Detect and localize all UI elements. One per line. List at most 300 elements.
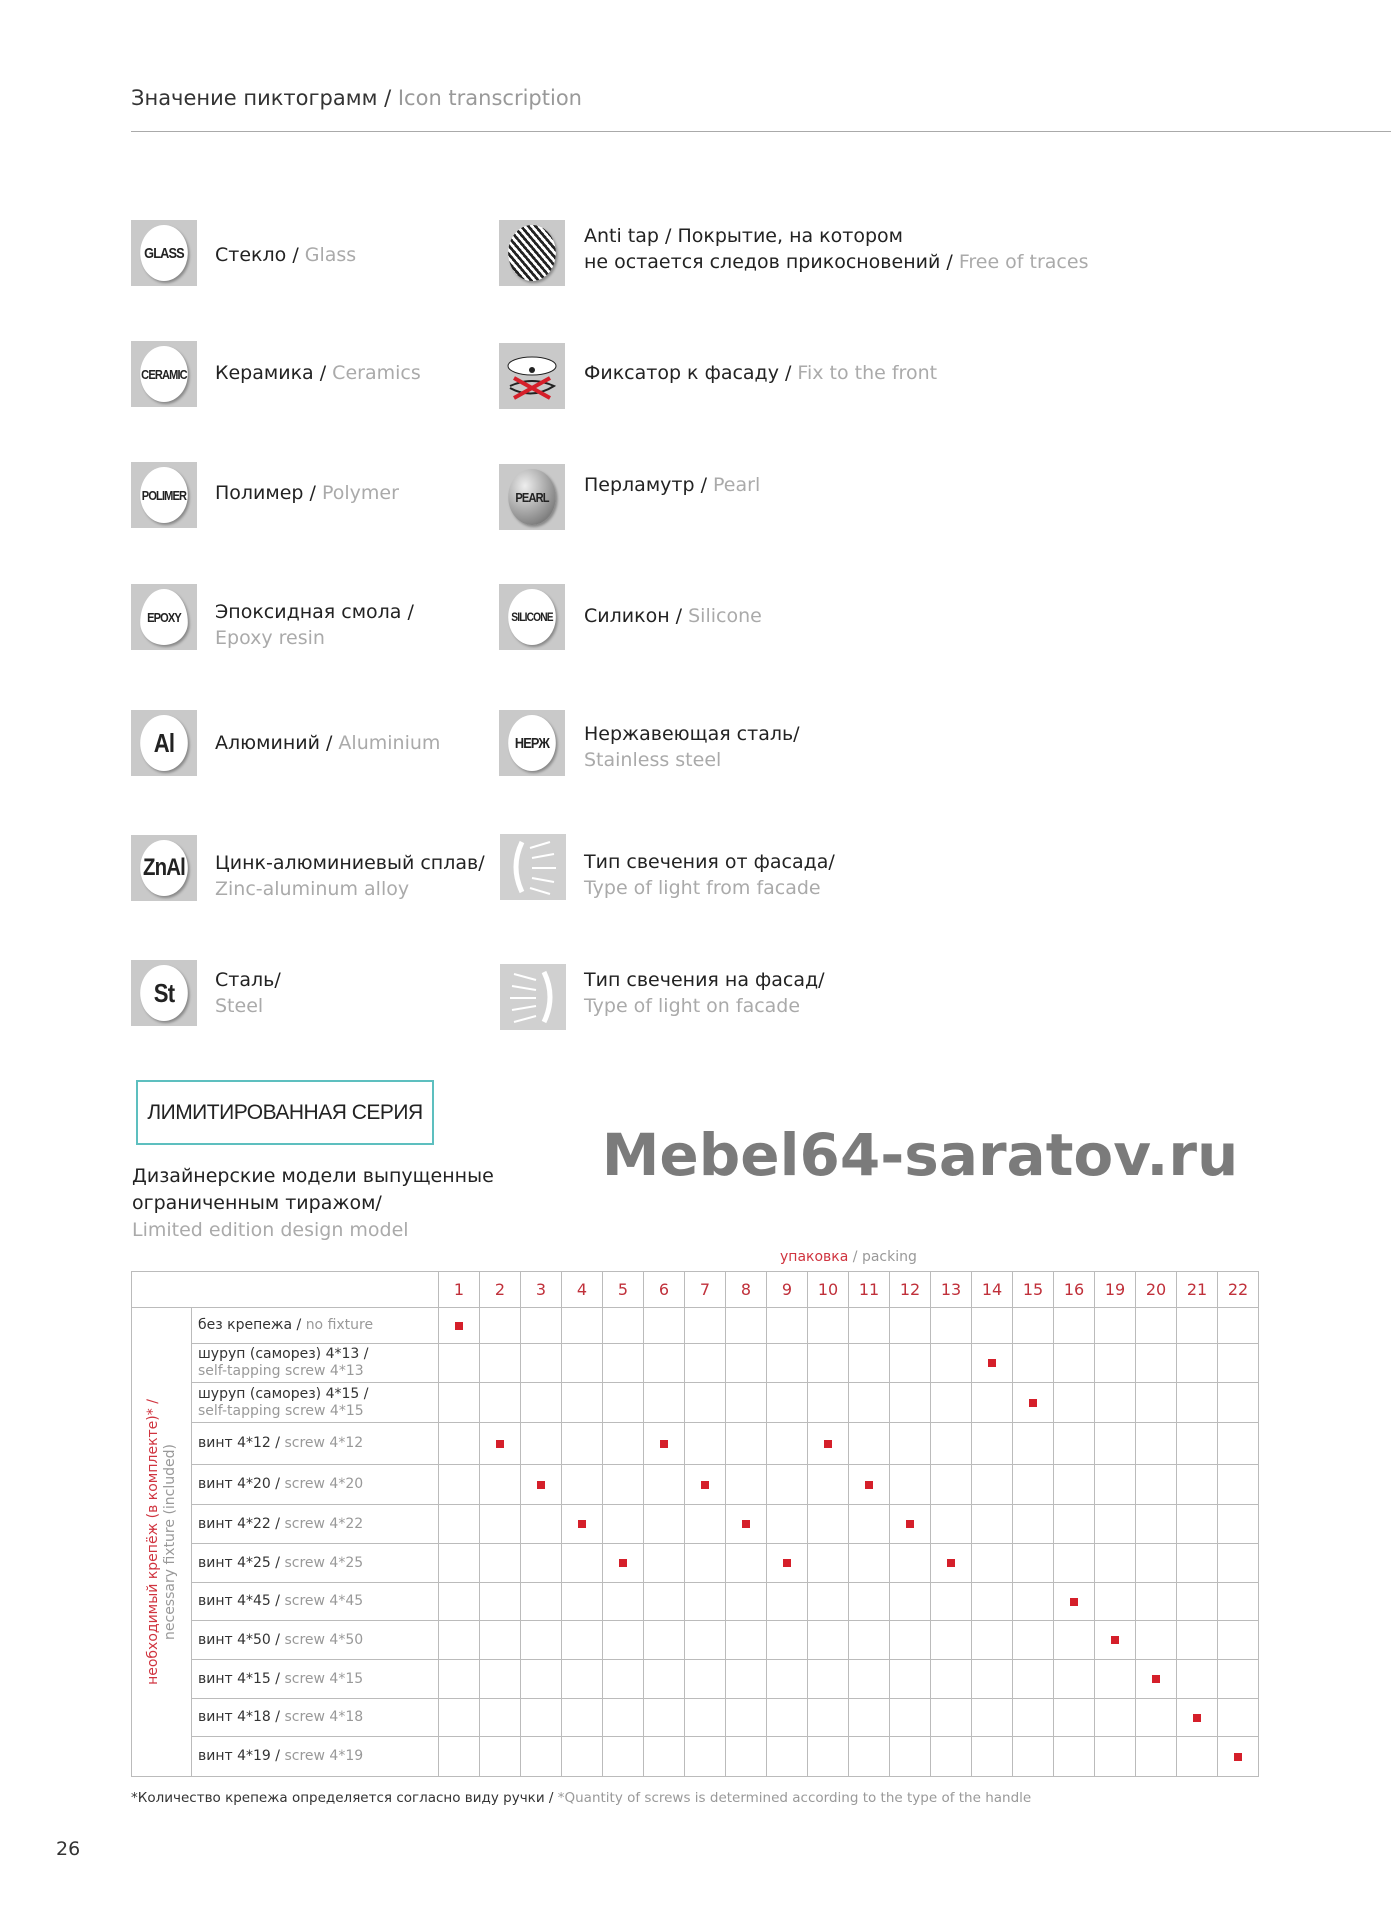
table-cell xyxy=(726,1465,767,1505)
table-cell xyxy=(562,1465,603,1505)
fix-to-front-icon xyxy=(499,343,565,409)
table-cell xyxy=(685,1544,726,1583)
included-marker xyxy=(537,1481,545,1489)
table-cell xyxy=(890,1423,931,1465)
table-cell xyxy=(1013,1308,1054,1344)
limited-description: Дизайнерские модели выпущенные ограниченным тиражом/ Limited edition design model xyxy=(132,1165,494,1241)
table-cell xyxy=(603,1465,644,1505)
legend-aluminium: Алюминий / Aluminium xyxy=(215,732,441,754)
row-label: винт 4*45 / screw 4*45 xyxy=(192,1583,439,1621)
table-cell xyxy=(931,1737,972,1777)
table-cell xyxy=(1177,1660,1218,1699)
table-cell xyxy=(1218,1737,1259,1777)
column-header: 8 xyxy=(726,1272,767,1308)
page-number: 26 xyxy=(56,1838,81,1860)
table-cell xyxy=(972,1308,1013,1344)
table-cell xyxy=(644,1308,685,1344)
table-cell xyxy=(521,1344,562,1383)
included-marker xyxy=(1152,1675,1160,1683)
table-cell xyxy=(931,1544,972,1583)
legend-steel: Сталь/ Steel xyxy=(215,969,281,1017)
column-header: 20 xyxy=(1136,1272,1177,1308)
table-cell xyxy=(685,1308,726,1344)
table-cell xyxy=(931,1383,972,1423)
included-marker xyxy=(1193,1714,1201,1722)
table-cell xyxy=(972,1583,1013,1621)
table-cell xyxy=(1013,1383,1054,1423)
table-cell xyxy=(1177,1423,1218,1465)
table-cell xyxy=(1218,1423,1259,1465)
light-from-facade-icon xyxy=(500,834,566,900)
column-header: 4 xyxy=(562,1272,603,1308)
table-cell xyxy=(1013,1660,1054,1699)
table-cell xyxy=(1218,1505,1259,1544)
table-cell xyxy=(521,1423,562,1465)
column-header: 12 xyxy=(890,1272,931,1308)
watermark: Mebel64-saratov.ru xyxy=(601,1121,1239,1189)
table-cell xyxy=(726,1423,767,1465)
table-cell xyxy=(644,1699,685,1737)
table-cell xyxy=(972,1660,1013,1699)
table-row xyxy=(132,1383,1259,1423)
table-cell xyxy=(439,1737,480,1777)
aluminium-icon: Al xyxy=(131,710,197,776)
legend-pearl: Перламутр / Pearl xyxy=(584,474,761,496)
table-cell xyxy=(603,1344,644,1383)
legend-light-from-facade: Тип свечения от фасада/ Type of light from facade xyxy=(584,851,835,899)
table-cell xyxy=(1095,1465,1136,1505)
table-cell xyxy=(562,1660,603,1699)
table-cell xyxy=(1136,1544,1177,1583)
table-cell xyxy=(1177,1505,1218,1544)
table-cell xyxy=(562,1383,603,1423)
table-cell xyxy=(1054,1344,1095,1383)
table-cell xyxy=(726,1544,767,1583)
table-cell xyxy=(1177,1465,1218,1505)
table-cell xyxy=(726,1505,767,1544)
packing-label: упаковка / packing xyxy=(780,1249,917,1265)
table-cell xyxy=(890,1621,931,1660)
table-cell xyxy=(1218,1544,1259,1583)
table-cell xyxy=(890,1583,931,1621)
table-cell xyxy=(808,1423,849,1465)
table-cell xyxy=(1177,1544,1218,1583)
table-cell xyxy=(1013,1621,1054,1660)
table-cell xyxy=(1177,1583,1218,1621)
table-row xyxy=(132,1660,1259,1699)
table-cell xyxy=(439,1544,480,1583)
table-cell xyxy=(767,1583,808,1621)
table-cell xyxy=(1095,1660,1136,1699)
table-cell xyxy=(1095,1308,1136,1344)
included-marker xyxy=(947,1559,955,1567)
table-cell xyxy=(849,1737,890,1777)
table-cell xyxy=(644,1423,685,1465)
included-marker xyxy=(783,1559,791,1567)
polymer-icon: POLIMER xyxy=(131,462,197,528)
table-cell xyxy=(890,1383,931,1423)
included-marker xyxy=(496,1440,504,1448)
limited-series-badge: ЛИМИТИРОВАННАЯ СЕРИЯ xyxy=(136,1080,434,1145)
column-header: 9 xyxy=(767,1272,808,1308)
column-header: 19 xyxy=(1095,1272,1136,1308)
table-cell xyxy=(603,1423,644,1465)
table-cell xyxy=(1218,1465,1259,1505)
table-cell xyxy=(726,1344,767,1383)
table-header-row xyxy=(132,1272,1259,1308)
table-cell xyxy=(685,1621,726,1660)
table-cell xyxy=(972,1737,1013,1777)
table-cell xyxy=(726,1383,767,1423)
glass-icon: GLASS xyxy=(131,220,197,286)
column-header: 10 xyxy=(808,1272,849,1308)
table-cell xyxy=(726,1699,767,1737)
table-cell xyxy=(603,1660,644,1699)
table-cell xyxy=(603,1699,644,1737)
header-divider xyxy=(131,131,1391,132)
legend-silicone: Силикон / Silicone xyxy=(584,605,762,627)
table-cell xyxy=(1095,1621,1136,1660)
table-cell xyxy=(1013,1344,1054,1383)
table-cell xyxy=(1177,1383,1218,1423)
table-cell xyxy=(849,1465,890,1505)
table-cell xyxy=(480,1699,521,1737)
column-header: 11 xyxy=(849,1272,890,1308)
included-marker xyxy=(701,1481,709,1489)
table-cell xyxy=(972,1621,1013,1660)
table-cell xyxy=(808,1505,849,1544)
column-header: 15 xyxy=(1013,1272,1054,1308)
table-cell xyxy=(849,1383,890,1423)
table-cell xyxy=(439,1465,480,1505)
table-cell xyxy=(890,1308,931,1344)
table-cell xyxy=(521,1621,562,1660)
table-row xyxy=(132,1544,1259,1583)
table-cell xyxy=(767,1465,808,1505)
table-cell xyxy=(849,1344,890,1383)
table-cell xyxy=(521,1660,562,1699)
table-row xyxy=(132,1621,1259,1660)
table-cell xyxy=(1013,1699,1054,1737)
table-cell xyxy=(808,1544,849,1583)
steel-icon: St xyxy=(131,960,197,1026)
table-cell xyxy=(439,1583,480,1621)
table-row xyxy=(132,1423,1259,1465)
table-cell xyxy=(521,1583,562,1621)
table-cell xyxy=(1095,1344,1136,1383)
column-header: 13 xyxy=(931,1272,972,1308)
table-cell xyxy=(1013,1465,1054,1505)
row-label: винт 4*19 / screw 4*19 xyxy=(192,1737,439,1777)
table-corner-cell xyxy=(132,1272,439,1308)
table-cell xyxy=(1054,1505,1095,1544)
table-cell xyxy=(1218,1383,1259,1423)
table-cell xyxy=(767,1505,808,1544)
table-cell xyxy=(767,1423,808,1465)
fingerprint-icon xyxy=(499,220,565,286)
table-cell xyxy=(562,1423,603,1465)
column-header: 6 xyxy=(644,1272,685,1308)
included-marker xyxy=(742,1520,750,1528)
table-cell xyxy=(931,1505,972,1544)
table-cell xyxy=(1218,1344,1259,1383)
table-cell xyxy=(972,1383,1013,1423)
legend-zinc-aluminium: Цинк-алюминиевый сплав/ Zinc-aluminum alloy xyxy=(215,852,485,900)
column-header: 16 xyxy=(1054,1272,1095,1308)
column-header: 3 xyxy=(521,1272,562,1308)
legend-polymer: Полимер / Polymer xyxy=(215,482,399,504)
silicone-icon: SILICONE xyxy=(499,584,565,650)
included-marker xyxy=(906,1520,914,1528)
zinc-aluminium-icon: ZnAl xyxy=(131,835,197,901)
table-cell xyxy=(1218,1660,1259,1699)
table-cell xyxy=(644,1544,685,1583)
table-cell xyxy=(931,1465,972,1505)
table-cell xyxy=(890,1660,931,1699)
table-cell xyxy=(1218,1621,1259,1660)
table-cell xyxy=(890,1465,931,1505)
table-cell xyxy=(439,1423,480,1465)
table-cell xyxy=(644,1344,685,1383)
column-header: 7 xyxy=(685,1272,726,1308)
legend-anti-tap: Anti tap / Покрытие, на котором не остается следов прикосновений / Free of traces xyxy=(584,225,1089,273)
row-label: винт 4*18 / screw 4*18 xyxy=(192,1699,439,1737)
table-cell xyxy=(685,1583,726,1621)
table-cell xyxy=(849,1423,890,1465)
table-cell xyxy=(931,1423,972,1465)
table-cell xyxy=(767,1699,808,1737)
table-cell xyxy=(849,1699,890,1737)
table-cell xyxy=(480,1383,521,1423)
table-cell xyxy=(685,1383,726,1423)
table-cell xyxy=(1136,1660,1177,1699)
table-cell xyxy=(562,1621,603,1660)
table-row xyxy=(132,1505,1259,1544)
table-cell xyxy=(480,1344,521,1383)
table-cell xyxy=(1054,1465,1095,1505)
table-cell xyxy=(1095,1699,1136,1737)
table-cell xyxy=(890,1505,931,1544)
table-cell xyxy=(1177,1621,1218,1660)
table-cell xyxy=(808,1344,849,1383)
page-header xyxy=(131,86,582,110)
table-cell xyxy=(726,1308,767,1344)
table-cell xyxy=(562,1544,603,1583)
table-cell xyxy=(562,1344,603,1383)
table-row xyxy=(132,1344,1259,1383)
table-cell xyxy=(603,1544,644,1583)
table-cell xyxy=(767,1383,808,1423)
header-title-ru: Значение пиктограмм xyxy=(131,86,378,110)
table-cell xyxy=(849,1544,890,1583)
table-cell xyxy=(890,1699,931,1737)
table-cell xyxy=(767,1344,808,1383)
table-cell xyxy=(562,1308,603,1344)
table-cell xyxy=(521,1308,562,1344)
included-marker xyxy=(1070,1598,1078,1606)
header-title-en: Icon transcription xyxy=(397,86,582,110)
table-cell xyxy=(562,1699,603,1737)
table-cell xyxy=(808,1308,849,1344)
table-cell xyxy=(1095,1737,1136,1777)
table-cell xyxy=(603,1621,644,1660)
header-sep: / xyxy=(377,86,398,110)
table-cell xyxy=(685,1660,726,1699)
table-cell xyxy=(480,1621,521,1660)
table-cell xyxy=(480,1583,521,1621)
table-cell xyxy=(603,1308,644,1344)
epoxy-icon: EPOXY xyxy=(131,584,197,650)
table-cell xyxy=(767,1308,808,1344)
table-cell xyxy=(890,1737,931,1777)
table-cell xyxy=(890,1344,931,1383)
ceramic-icon: CERAMIC xyxy=(131,341,197,407)
row-label: шуруп (саморез) 4*15 / self-tapping screw 4*15 xyxy=(192,1383,439,1423)
table-cell xyxy=(1054,1423,1095,1465)
table-cell xyxy=(480,1465,521,1505)
table-cell xyxy=(849,1583,890,1621)
table-cell xyxy=(521,1737,562,1777)
table-cell xyxy=(808,1621,849,1660)
table-cell xyxy=(1095,1583,1136,1621)
table-cell xyxy=(1013,1583,1054,1621)
table-cell xyxy=(1095,1383,1136,1423)
table-cell xyxy=(521,1699,562,1737)
table-cell xyxy=(685,1699,726,1737)
table-cell xyxy=(767,1544,808,1583)
footnote: *Количество крепежа определяется согласно виду ручки / *Quantity of screws is determined according to the type of the handle xyxy=(131,1790,1032,1806)
table-cell xyxy=(1136,1344,1177,1383)
legend-fix-to-front: Фиксатор к фасаду / Fix to the front xyxy=(584,362,938,384)
row-label: винт 4*25 / screw 4*25 xyxy=(192,1544,439,1583)
table-cell xyxy=(1136,1699,1177,1737)
table-cell xyxy=(1136,1383,1177,1423)
table-cell xyxy=(1095,1505,1136,1544)
table-cell xyxy=(480,1308,521,1344)
table-row xyxy=(132,1583,1259,1621)
table-cell xyxy=(726,1621,767,1660)
table-cell xyxy=(1013,1505,1054,1544)
row-label: винт 4*15 / screw 4*15 xyxy=(192,1660,439,1699)
included-marker xyxy=(619,1559,627,1567)
table-cell xyxy=(521,1544,562,1583)
table-cell xyxy=(808,1383,849,1423)
row-label: винт 4*50 / screw 4*50 xyxy=(192,1621,439,1660)
table-cell xyxy=(1095,1423,1136,1465)
table-cell xyxy=(521,1465,562,1505)
table-cell xyxy=(1136,1621,1177,1660)
table-cell xyxy=(1054,1621,1095,1660)
table-cell xyxy=(439,1344,480,1383)
table-cell xyxy=(972,1344,1013,1383)
table-cell xyxy=(972,1699,1013,1737)
column-header: 14 xyxy=(972,1272,1013,1308)
table-cell xyxy=(1013,1737,1054,1777)
table-cell xyxy=(685,1505,726,1544)
table-cell xyxy=(808,1660,849,1699)
column-header: 22 xyxy=(1218,1272,1259,1308)
table-cell xyxy=(644,1465,685,1505)
table-cell xyxy=(1054,1737,1095,1777)
table-cell xyxy=(931,1583,972,1621)
table-cell xyxy=(439,1505,480,1544)
table-cell xyxy=(767,1660,808,1699)
legend-light-on-facade: Тип свечения на фасад/ Type of light on facade xyxy=(584,969,825,1017)
table-cell xyxy=(644,1660,685,1699)
row-label: винт 4*20 / screw 4*20 xyxy=(192,1465,439,1505)
table-cell xyxy=(972,1465,1013,1505)
table-cell xyxy=(931,1699,972,1737)
table-cell xyxy=(644,1383,685,1423)
table-cell xyxy=(685,1423,726,1465)
table-cell xyxy=(931,1308,972,1344)
table-cell xyxy=(603,1383,644,1423)
table-cell xyxy=(808,1699,849,1737)
table-row xyxy=(132,1699,1259,1737)
table-cell xyxy=(1054,1660,1095,1699)
table-cell xyxy=(1136,1465,1177,1505)
table-cell xyxy=(972,1505,1013,1544)
table-cell xyxy=(439,1660,480,1699)
table-cell xyxy=(1136,1308,1177,1344)
table-cell xyxy=(1054,1583,1095,1621)
table-cell xyxy=(849,1308,890,1344)
table-cell xyxy=(1218,1308,1259,1344)
included-marker xyxy=(988,1359,996,1367)
table-cell xyxy=(562,1583,603,1621)
table-cell xyxy=(1095,1544,1136,1583)
table-cell xyxy=(890,1544,931,1583)
light-on-facade-icon xyxy=(500,964,566,1030)
column-header: 2 xyxy=(480,1272,521,1308)
table-cell xyxy=(603,1737,644,1777)
table-cell xyxy=(480,1660,521,1699)
table-cell xyxy=(1054,1699,1095,1737)
legend-stainless-steel: Нержавеющая сталь/ Stainless steel xyxy=(584,723,800,771)
table-cell xyxy=(931,1621,972,1660)
table-cell xyxy=(603,1583,644,1621)
table-row xyxy=(132,1308,1259,1344)
included-marker xyxy=(1029,1399,1037,1407)
table-cell xyxy=(931,1660,972,1699)
column-header: 5 xyxy=(603,1272,644,1308)
table-cell xyxy=(685,1465,726,1505)
table-cell xyxy=(767,1737,808,1777)
row-label: шуруп (саморез) 4*13 / self-tapping screw 4*13 xyxy=(192,1344,439,1383)
included-marker xyxy=(455,1322,463,1330)
table-cell xyxy=(521,1383,562,1423)
table-cell xyxy=(808,1737,849,1777)
table-cell xyxy=(480,1505,521,1544)
row-label: винт 4*22 / screw 4*22 xyxy=(192,1505,439,1544)
table-cell xyxy=(1013,1544,1054,1583)
table-cell xyxy=(1136,1737,1177,1777)
table-cell xyxy=(439,1699,480,1737)
column-header: 21 xyxy=(1177,1272,1218,1308)
table-cell xyxy=(1054,1383,1095,1423)
column-header: 1 xyxy=(439,1272,480,1308)
table-cell xyxy=(972,1423,1013,1465)
table-cell xyxy=(849,1660,890,1699)
table-cell xyxy=(1054,1544,1095,1583)
table-row xyxy=(132,1465,1259,1505)
table-cell xyxy=(480,1423,521,1465)
table-cell xyxy=(726,1737,767,1777)
table-cell xyxy=(1136,1583,1177,1621)
table-cell xyxy=(1054,1308,1095,1344)
table-cell xyxy=(644,1737,685,1777)
row-label: без крепежа / no fixture xyxy=(192,1308,439,1344)
